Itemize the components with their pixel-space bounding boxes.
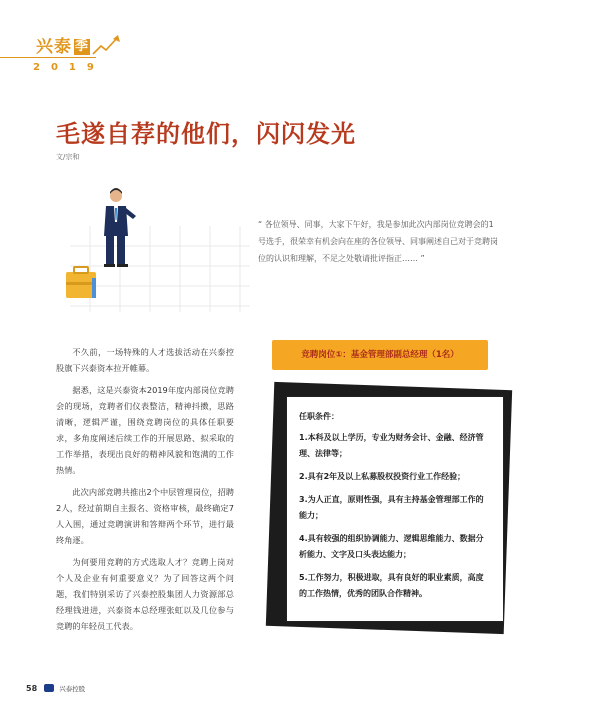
masthead (0, 30, 130, 80)
article-byline: 文/宗和 (56, 153, 80, 161)
masthead-rule (0, 57, 96, 58)
requirement-item: 3.为人正直，原则性强，具有主持基金管理部工作的能力； (299, 495, 484, 520)
masthead-year: 2019 (33, 62, 105, 73)
briefcase-icon (66, 267, 96, 298)
position-banner-text: 竞聘岗位①：基金管理部副总经理（1名） (301, 350, 459, 360)
businessman-illustration (60, 186, 250, 312)
requirement-item: 4.具有较强的组织协调能力、逻辑思维能力、数据分析能力、文字及口头表达能力； (299, 534, 484, 559)
body-paragraph: 据悉，这是兴泰资本2019年度内部岗位竞聘会的现场，竞聘者们仪表整洁，精神抖擞，思路清晰，逻辑严谨，围绕竞聘岗位的具体任职要求，多角度阐述后续工作的开展思路、拟采取的工作举措，表现出良好的精神风貌和饱满的工作热情。 (56, 385, 234, 475)
growth-arrow-icon (92, 34, 122, 56)
body-paragraph: 为何要用竞聘的方式选取人才？竞聘上岗对个人及企业有何重要意义？为了回答这两个问题，我们特别采访了兴泰控股集团人力资源部总经理钱进进，兴泰资本总经理张虹以及几位参与竞聘的年轻员工代表。 (56, 557, 234, 631)
article-title: 毛遂自荐的他们，闪闪发光 (56, 119, 356, 148)
magazine-brand (36, 32, 90, 57)
footer-company: 兴泰控股 (59, 685, 86, 693)
requirements-card (286, 396, 504, 622)
body-paragraph: 此次内部竞聘共推出2个中层管理岗位，招聘2人，经过前期自主报名、资格审核，最终确定7人入围，通过竞聘演讲和答辩两个环节，进行最终角逐。 (56, 487, 234, 545)
requirements-heading: 任职条件： (299, 412, 339, 421)
brand-text: 兴泰 (36, 37, 72, 57)
requirement-item: 5.工作努力，积极进取，具有良好的职业素质，高度的工作热情，优秀的团队合作精神。 (299, 573, 484, 598)
businessman-figure (104, 188, 136, 267)
position-banner (272, 340, 488, 370)
grid-background (70, 226, 250, 312)
requirement-item: 2.具有2年及以上私募股权投资行业工作经验； (299, 472, 466, 481)
page-number: 58 (26, 684, 38, 693)
company-logo-icon (44, 684, 54, 692)
article-body (56, 344, 234, 640)
pull-quote: “ 各位领导、同事，大家下午好，我是参加此次内部岗位竞聘会的1号选手，很荣幸有机会向在座的各位领导、同事阐述自己对于竞聘岗位的认识和理解，不足之处敬请批评指正…… ” (258, 220, 498, 263)
page-footer (26, 684, 85, 693)
brand-boxed-char: 季 (74, 39, 89, 54)
body-paragraph: 不久前，一场特殊的人才选拔活动在兴泰控股旗下兴泰资本拉开帷幕。 (56, 347, 234, 373)
requirement-item: 1.本科及以上学历，专业为财务会计、金融、经济管理、法律等； (299, 433, 484, 458)
